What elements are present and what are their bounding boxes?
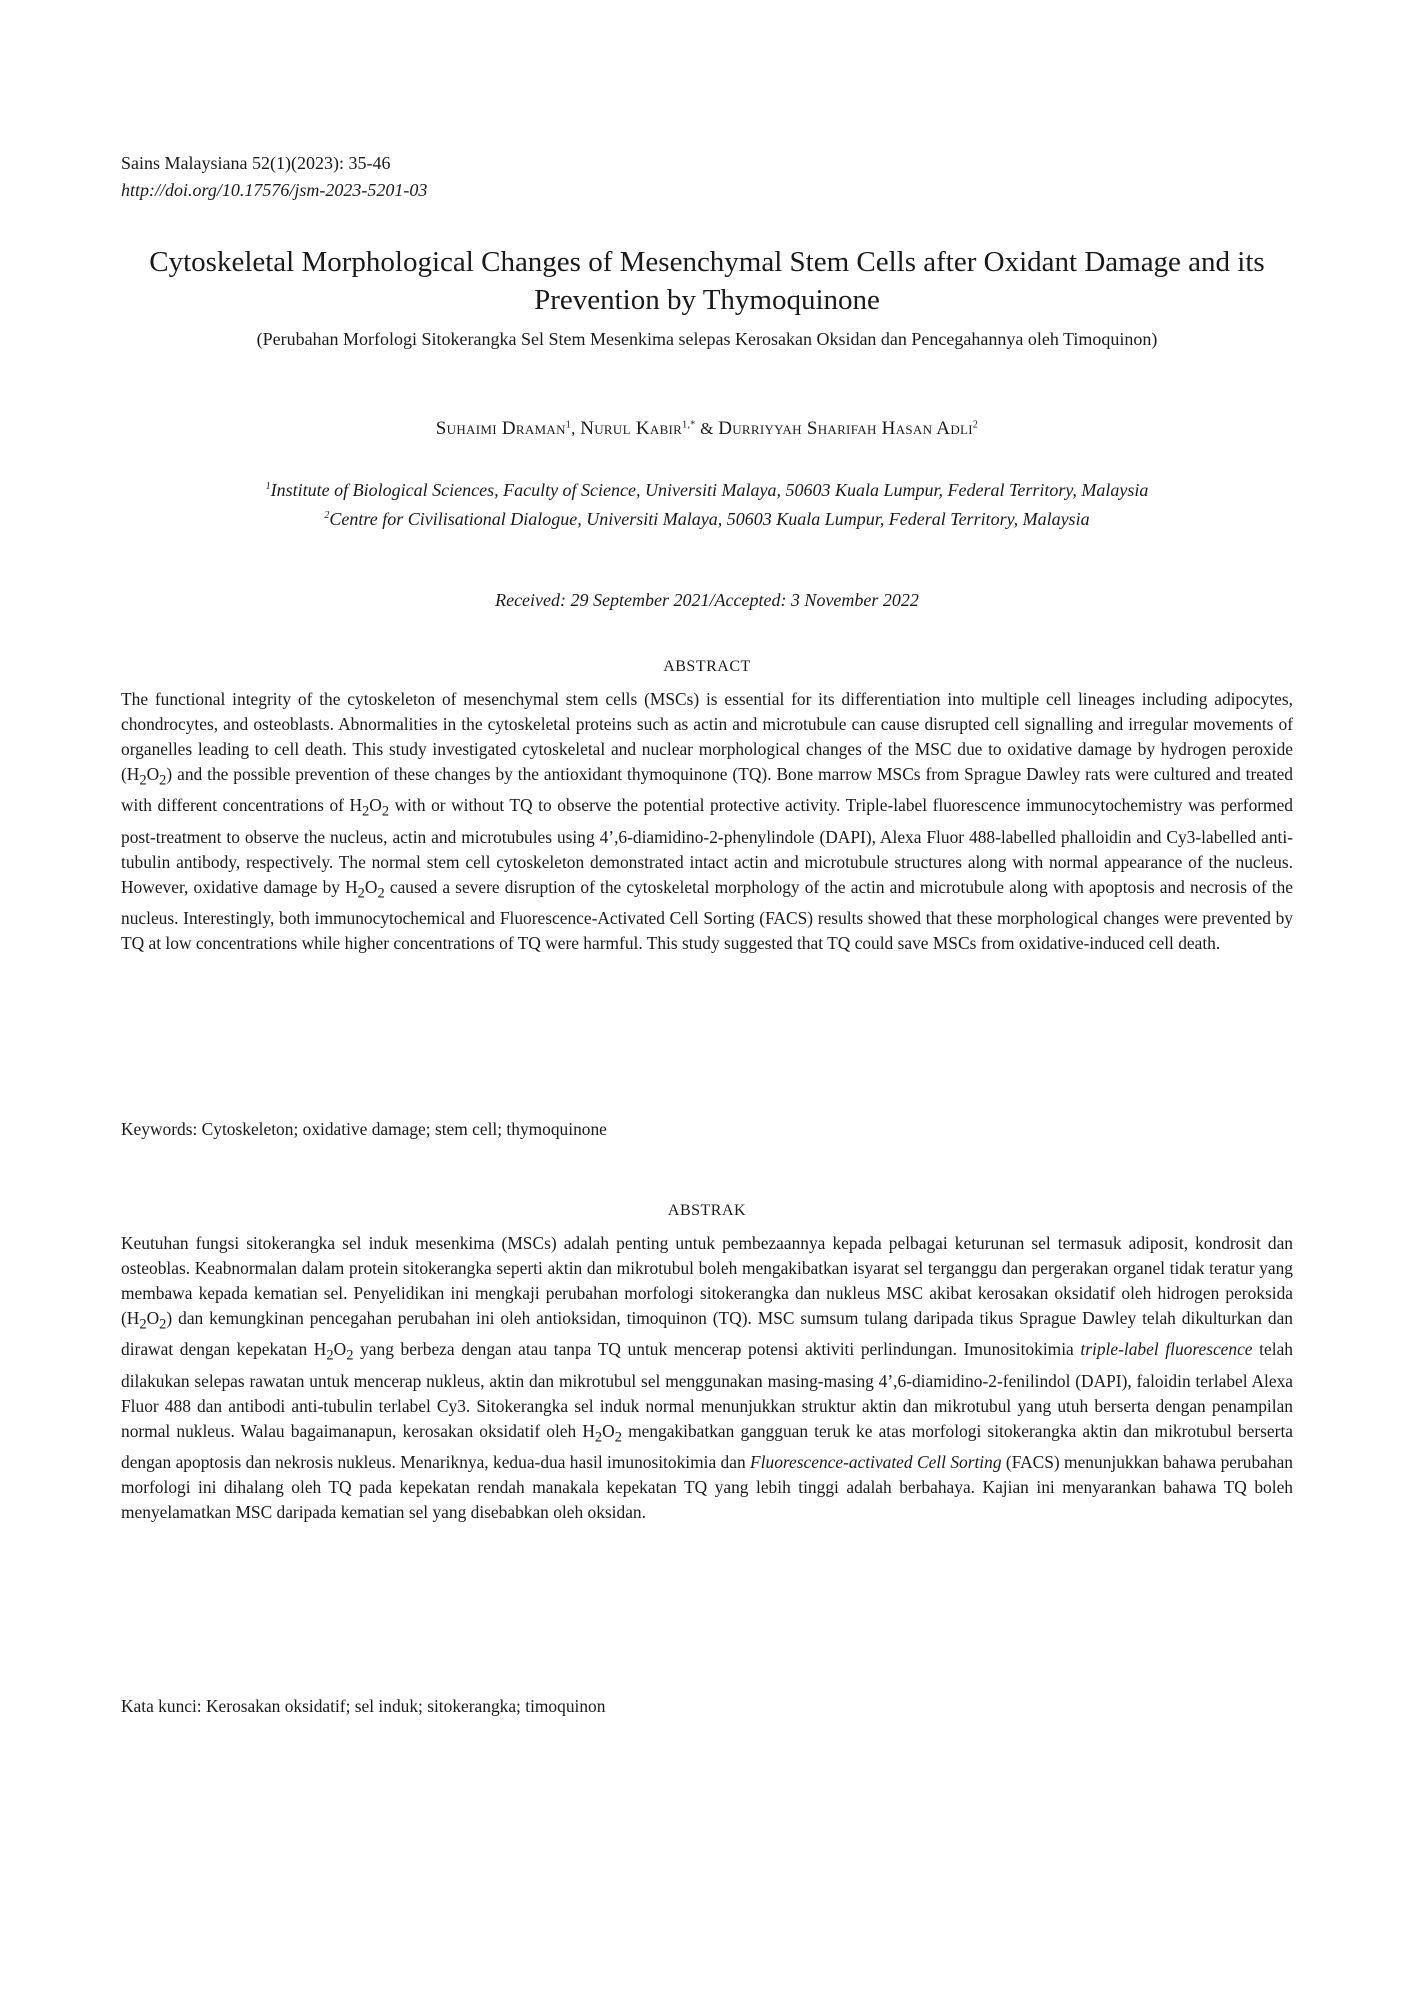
author-name: Durriyyah Sharifah Hasan Adli	[718, 418, 973, 439]
author-name: Nurul Kabir	[580, 418, 683, 439]
doi-link[interactable]: http://doi.org/10.17576/jsm-2023-5201-03	[121, 180, 428, 200]
author-name: Suhaimi Draman	[435, 418, 566, 439]
abstract-heading: ABSTRACT	[663, 658, 751, 675]
author-separator: ,	[571, 419, 581, 438]
abstract-keywords	[121, 1117, 1293, 1142]
paper-title: Cytoskeletal Morphological Changes of Mesenchymal Stem Cells after Oxidant Damage and its Prevention by Thymoquinone	[149, 246, 1265, 316]
abstrak-heading: ABSTRAK	[667, 1202, 747, 1219]
affiliation-2: $^2$Centre for Civilisational Dialogue, Universiti Malaya, 50603 Kuala Lumpur, Federal Territory, Malaysia	[324, 509, 1090, 529]
journal-header	[121, 150, 427, 204]
abstrak-body: Keutuhan fungsi sitokerangka sel induk mesenkima (MSCs) adalah penting untuk pembezaannya kepada pelbagai keturunan sel termasuk adiposit, kondrosit dan osteoblas. Keabnormalan dalam protein sitokerangka seperti aktin dan mikrotubul boleh mengakibatkan isyarat sel terganggu dan pergerakan organel tidak teratur yang membawa kepada kematian sel. Penyelidikan ini mengkaji perubahan morfologi sitokerangka dan nukleus MSC akibat kerosakan oksidatif oleh hidrogen peroksida $(H_2O_2)$ dan kemungkinan pencegahan perubahan ini oleh antioksidan, timoquinon (TQ). MSC sumsum tulang daripada tikus Sprague Dawley telah dikulturkan dan dirawat dengan kepekatan $H_2O_2$ yang berbeza dengan atau tanpa TQ untuk mencerap potensi aktiviti perlindungan. Imunositokimia triple-label fluorescence telah dilakukan selepas rawatan untuk mencerap nukleus, aktin dan mikrotubul sel menggunakan masing-masing 4’,6-diamidino-2-fenilindol (DAPI), faloidin terlabel Alexa Fluor 488 dan antibodi anti-tubulin terlabel Cy3. Sitokerangka sel induk normal menunjukkan struktur aktin dan mikrotubul yang utuh berserta dengan penampilan normal nukleus. Walau bagaimanapun, kerosakan oksidatif oleh $H_2O_2$ mengakibatkan gangguan teruk ke atas morfologi sitokerangka aktin dan mikrotubul berserta dengan apoptosis dan nekrosis nukleus. Menariknya, kedua-dua hasil imunositokimia dan Fluorescence-activated Cell Sorting (FACS) menunjukkan bahawa perubahan morfologi ini dihalang oleh TQ pada kepekatan rendah manakala kepekatan TQ yang lebih tinggi adalah berbahaya. Kajian ini menyarankan bahawa TQ boleh menyelamatkan MSC daripada kematian sel yang disebabkan oleh oksidan.	[121, 1233, 1293, 1523]
author-affiliation-mark: 2	[972, 419, 979, 431]
abstrak-keywords	[121, 1694, 1293, 1719]
author-separator: &	[695, 419, 719, 438]
affiliations	[130, 476, 1284, 534]
author-affiliation-mark: 1	[565, 419, 572, 431]
affiliation-1: $^1$Institute of Biological Sciences, Faculty of Science, Universiti Malaya, 50603 Kuala Lumpur, Federal Territory, Malaysia	[265, 480, 1149, 500]
paper-subtitle-malay: (Perubahan Morfologi Sitokerangka Sel Stem Mesenkima selepas Kerosakan Oksidan dan Pencegahannya oleh Timoquinon)	[256, 329, 1158, 349]
keywords-label: Keywords:	[121, 1119, 202, 1139]
kata-kunci-values: Kerosakan oksidatif; sel induk; sitokerangka; timoquinon	[206, 1696, 606, 1716]
author-affiliation-mark: 1,*	[682, 419, 696, 431]
author-list	[130, 418, 1284, 440]
kata-kunci-label: Kata kunci:	[121, 1696, 206, 1716]
received-accepted-dates: Received: 29 September 2021/Accepted: 3 November 2022	[495, 590, 919, 610]
abstract-body: The functional integrity of the cytoskeleton of mesenchymal stem cells (MSCs) is essential for its differentiation into multiple cell lineages including adipocytes, chondrocytes, and osteoblasts. Abnormalities in the cytoskeletal proteins such as actin and microtubule can cause disrupted cell signalling and irregular movements of organelles leading to cell death. This study investigated cytoskeletal and nuclear morphological changes of the MSC due to oxidative damage by hydrogen peroxide $(H_2O_2)$ and the possible prevention of these changes by the antioxidant thymoquinone (TQ). Bone marrow MSCs from Sprague Dawley rats were cultured and treated with different concentrations of $H_2O_2$ with or without TQ to observe the potential protective activity. Triple-label fluorescence immunocytochemistry was performed post-treatment to observe the nucleus, actin and microtubules using 4’,6-diamidino-2-phenylindole (DAPI), Alexa Fluor 488-labelled phalloidin and Cy3-labelled anti-tubulin antibody, respectively. The normal stem cell cytoskeleton demonstrated intact actin and microtubule structures along with normal appearance of the nucleus. However, oxidative damage by $H_2O_2$ caused a severe disruption of the cytoskeletal morphology of the actin and microtubule along with apoptosis and necrosis of the nucleus. Interestingly, both immunocytochemical and Fluorescence-Activated Cell Sorting (FACS) results showed that these morphological changes were prevented by TQ at low concentrations while higher concentrations of TQ were harmful. This study suggested that TQ could save MSCs from oxidative-induced cell death.	[121, 689, 1293, 954]
keywords-values: Cytoskeleton; oxidative damage; stem cell; thymoquinone	[201, 1119, 607, 1139]
journal-citation: Sains Malaysiana 52(1)(2023): 35-46	[121, 153, 391, 173]
